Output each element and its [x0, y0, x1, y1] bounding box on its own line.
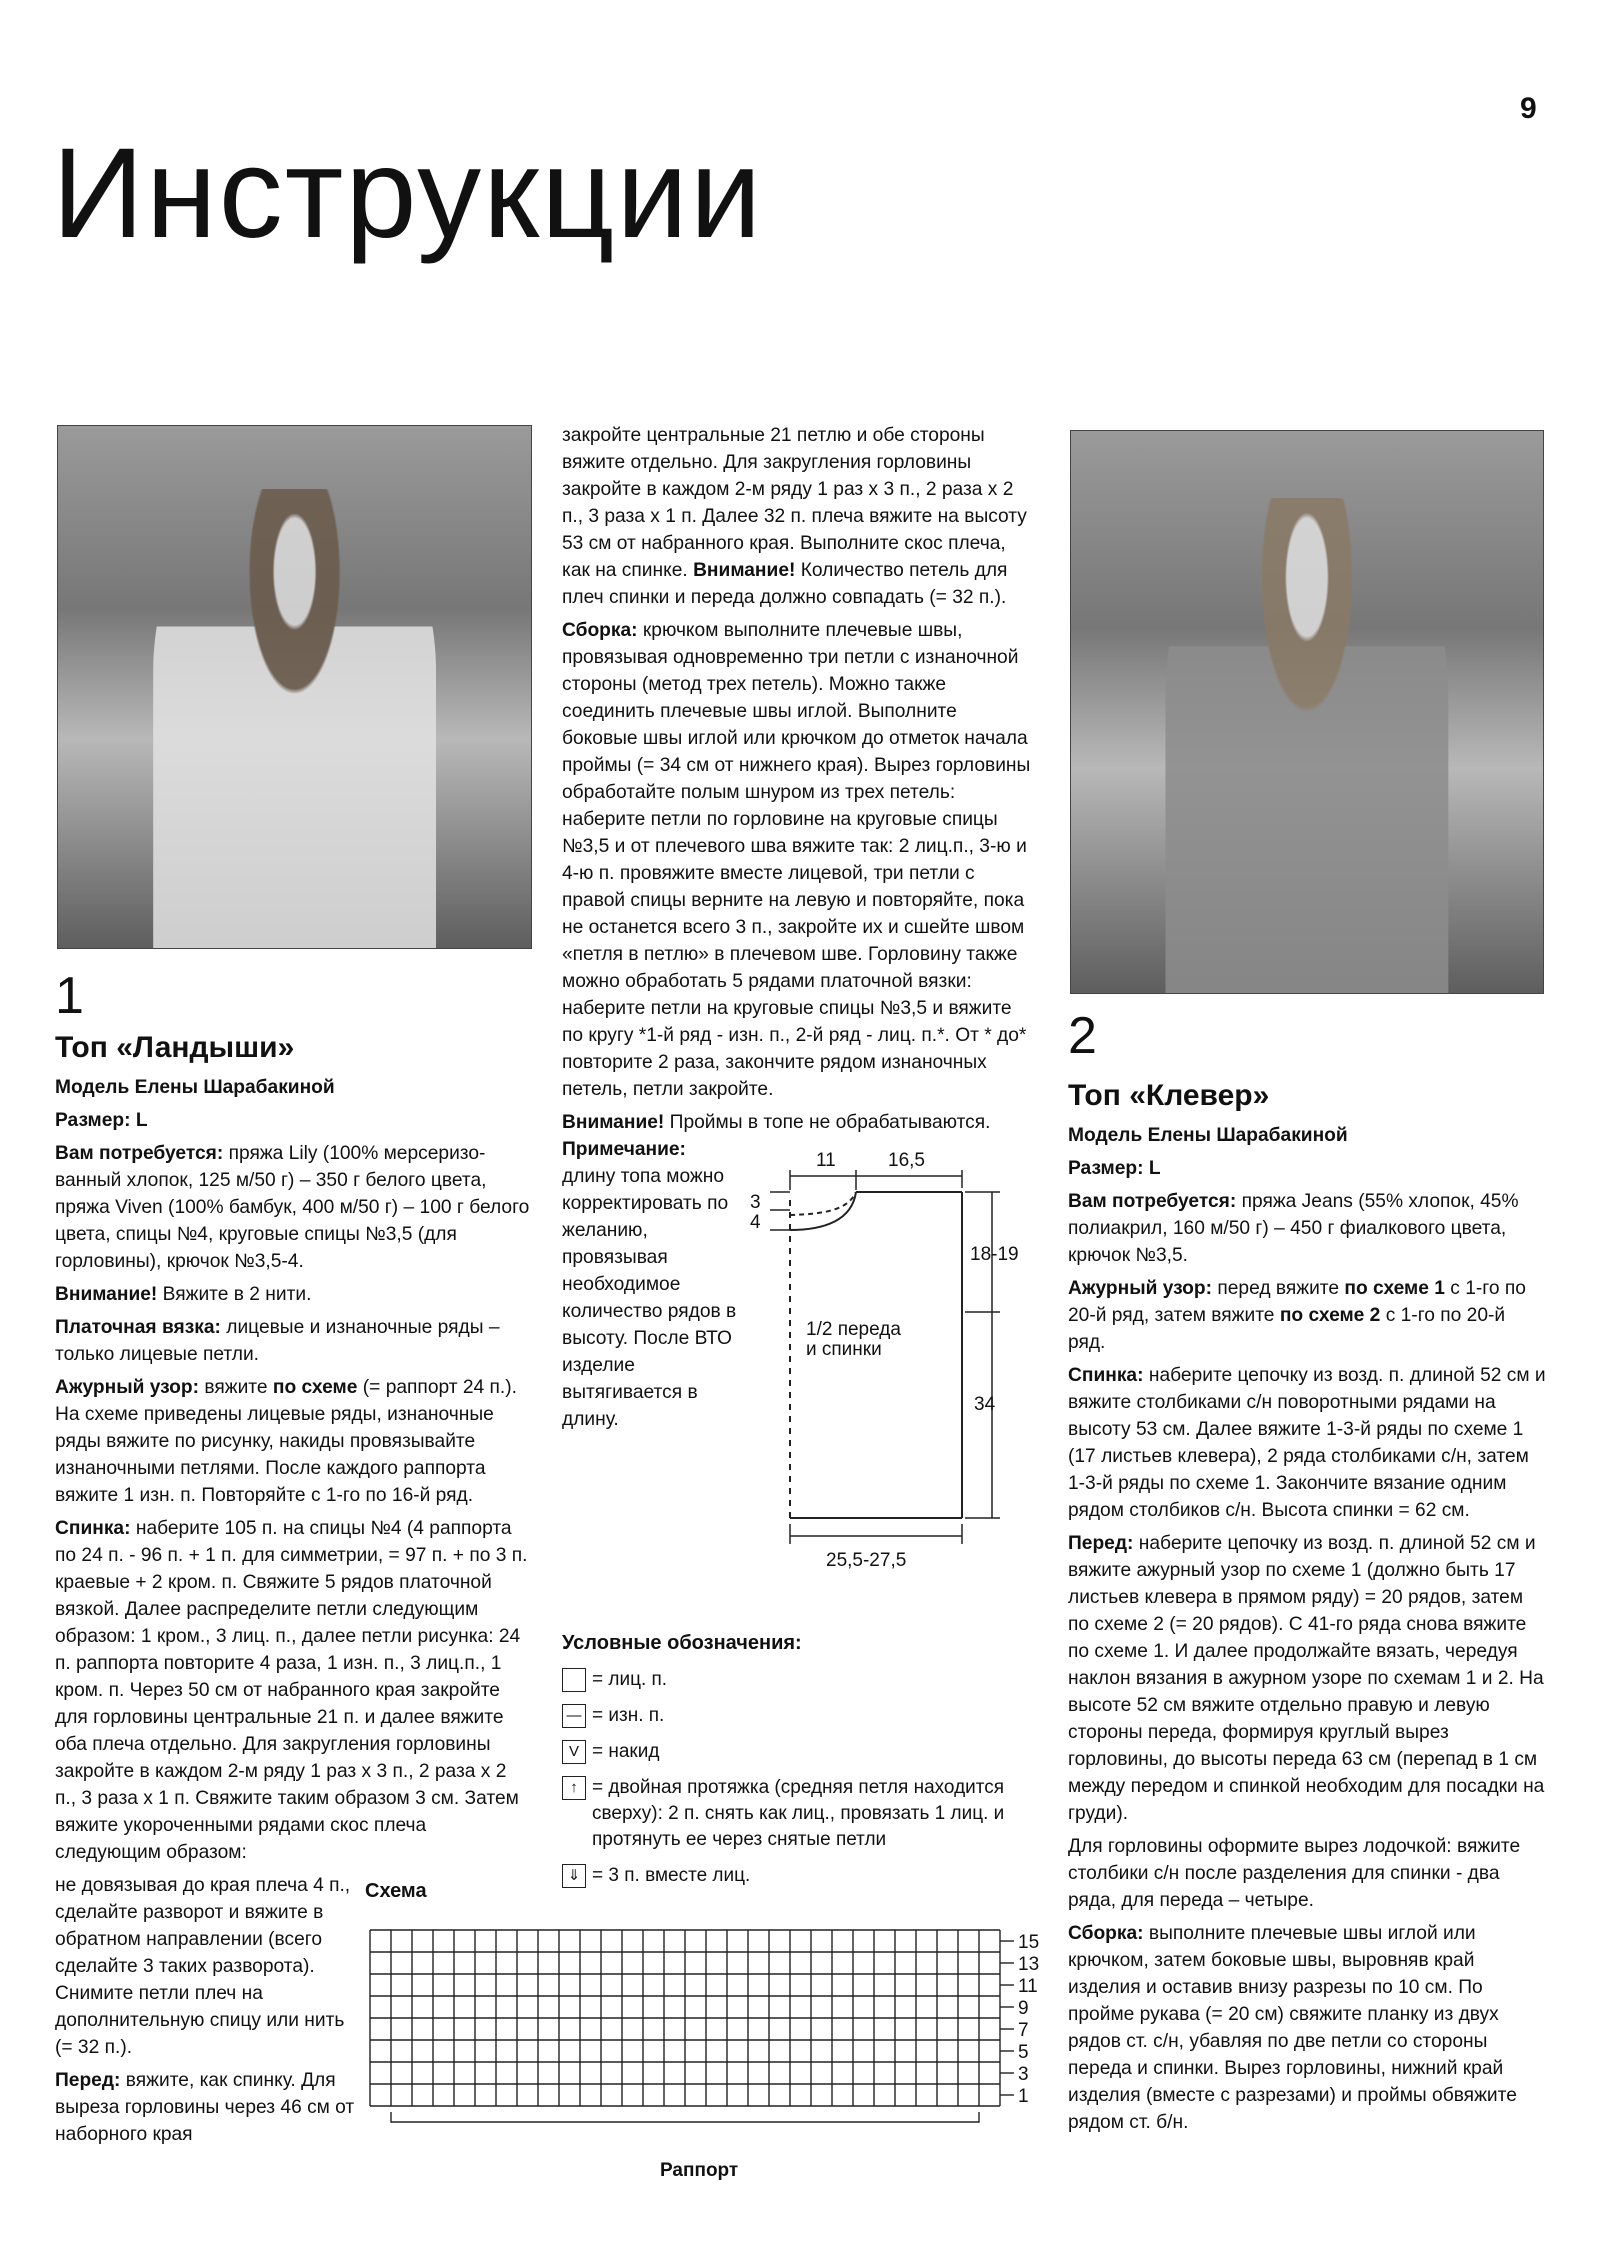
yarnover-symbol-icon: V — [562, 1740, 586, 1764]
k3tog-symbol-icon: ⇓ — [562, 1864, 586, 1888]
dim-side: 34 — [974, 1394, 996, 1415]
chart-row-label: 13 — [1018, 1954, 1040, 1975]
model2-photo — [1070, 430, 1544, 994]
pattern-diagram — [730, 1140, 1060, 1590]
model1-materials: пряжа Lily (100% мерсеризованный хлопок, 125 м/50 г) – 350 г белого цвета, пряжа Viven (100% бамбук, 400 м/50 г) – 100 г белого цвета, спицы №4, круговые спицы №3,5 (для горловины), крючок №3,5-4. — [55, 1143, 530, 1272]
chart-row-label: 3 — [1018, 2064, 1029, 2085]
chart-row-label: 1 — [1018, 2086, 1029, 2107]
purl-symbol-icon: — — [562, 1704, 586, 1728]
model1-back-narrow: не довязывая до края плеча 4 п., сделайте разворот и вяжите в обратном направлении (всего сделайте 3 таких разворота). Снимите петли плеч на дополнительную спицу или нить (= 32 п.). — [55, 1875, 351, 2058]
model2-column: Топ «Клевер» Модель Елены Шарабакиной Размер: L Вам потребуется: пряжа Jeans (55% хлопок, 45% полиакрил, 160 м/50 г) – 450 г фиалкового цвета, крючок №3,5. Ажурный узор: перед вяжите по схеме 1 с 1-го по 20-й ряд, затем вяжите по схеме 2 с 1-го по 20-й ряд. Спинка: наберите цепочку из возд. п. длиной 52 см и вяжите столбиками с/н поворотными рядами на высоту 53 см. Далее вяжите 1-3-й ряды по схеме 1 (17 листьев клевера), 2 ряда столбиками с/н, затем 1-3-й ряды по схеме 1. Закончите вязание одним рядом столбиков с/н. Высота спинки = 62 см. Перед: наберите цепочку из возд. п. длиной 52 см и вяжите ажурный узор по схеме 1 (должно быть 17 листьев клевера в прямом ряду) = 20 рядов, затем по схеме 2 (= 20 рядов). С 41-го ряда снова вяжите по схеме 1. И далее продолжайте вязать, чередуя наклон вязания в ажурном узоре по схемам 1 и 2. На высоте 52 см вяжите отдельно правую и левую стороны переда, формируя круглый вырез горловины, до высоты переда 63 см (перепад в 1 см между передом и спинкой необходим для посадки на груди). Для горловины оформите вырез лодочкой: вяжите столбики с/н после разделения для спинки - два ряда, для переда – четыре. Сборка: выполните плечевые швы иглой или крючком, затем боковые швы, выровняв край изделия и оставив внизу разрезы по 10 см. По пройме рукава (= 20 см) свяжите планку из двух рядов ст. с/н, убавляя по две петли со стороны переда и спинки. Вырез горловины, нижний край изделия (вместе с разрезами) и проймы обвяжите рядом ст. б/н. — [1068, 1079, 1546, 2133]
model1-author: Модель Елены Шарабакиной — [55, 1077, 335, 1098]
chart-title: Схема — [365, 1880, 427, 1902]
model1-number: 1 — [55, 967, 84, 1025]
chart-row-label: 11 — [1018, 1976, 1038, 1997]
chart-row-label: 9 — [1018, 1998, 1029, 2019]
diagram-label: 1/2 переда и спинки — [806, 1319, 901, 1360]
model2-number: 2 — [1068, 1007, 1097, 1065]
dim-bottom: 25,5-27,5 — [826, 1550, 907, 1571]
model2-name: Топ «Клевер» — [1068, 1079, 1270, 1112]
knitting-chart — [360, 1908, 1040, 2148]
legend-item-knit: = лиц. п. — [562, 1667, 1042, 1693]
chart-xlabel: Раппорт — [660, 2160, 739, 2181]
legend-item-k3tog: ⇓ = 3 п. вместе лиц. — [562, 1863, 1042, 1889]
dim-armhole: 18-19 — [970, 1244, 1019, 1265]
knit-symbol-icon — [562, 1668, 586, 1692]
model1-name: Топ «Ландыши» — [55, 1031, 295, 1064]
model1-column: Топ «Ландыши» Модель Елены Шарабакиной Размер: L Вам потребуется: пряжа Lily (100% мерсеризованный хлопок, 125 м/50 г) – 350 г белого цвета, пряжа Viven (100% бамбук, 400 м/50 г) – 100 г белого цвета, спицы №4, круговые спицы №3,5 (для горловины), крючок №3,5-4. Внимание! Вяжите в 2 нити. Платочная вязка: лицевые и изнаночные ряды – только лицевые петли. Ажурный узор: вяжите по схеме (= раппорт 24 п.). На схеме приведены лицевые ряды, изнаночные ряды вяжите по рисунку, накиды провязывайте изнаночными петлями. После каждого раппорта вяжите 1 изн. п. Повторяйте с 1-го по 16-й ряд. Спинка: наберите 105 п. на спицы №4 (4 раппорта по 24 п. - 96 п. + 1 п. для симметрии, = 97 п. + по 3 п. краевые + 2 кром. п. Свяжите 5 рядов платочной вязкой. Далее распределите петли следующим образом: 1 кром., 3 лиц. п., далее петли рисунка: 24 п. раппорта повторите 4 раза, 1 изн. п., 3 лиц.п., 1 кром. п. Через 50 см от набранного края закройте для горловины центральные 21 п. и далее вяжите оба плеча отдельно. Для закругления горловины закройте в каждом 2-м ряду 1 раз х 3 п., 2 раза х 2 п., 3 раза х 1 п. Свяжите таким образом 3 см. Затем вяжите укороченными рядами скос плеча следующим образом: не довязывая до края плеча 4 п., сделайте разворот и вяжите в обратном направлении (всего сделайте 3 таких разворота). Снимите петли плеч на дополнительную спицу или нить (= 32 п.). Перед: вяжите, как спинку. Для выреза горловины через 46 см от наборного края — [55, 1031, 530, 2145]
page-number: 9 — [1520, 92, 1537, 125]
dim-top-left: 11 — [816, 1150, 836, 1171]
model2-author: Модель Елены Шарабакиной — [1068, 1125, 1348, 1146]
model1-column-2: закройте центральные 21 петлю и обе стороны вяжите отдельно. Для закругления горловины закройте в каждом 2-м ряду 1 раз х 3 п., 2 раза х 2 п., 3 раза х 1 п. Далее 32 п. плеча вяжите на высоту 53 см от набранного края. Выполните скос плеча, как на спинке. Внимание! Количество петель для плеч спинки и переда должно совпадать (= 32 п.). Сборка: крючком выполните плечевые швы, провязывая одновременно три петли с изнаночной стороны (метод трех петель). Можно также соединить плечевые швы иглой. Выполните боковые швы иглой или крючком до отметок начала проймы (= 34 см от нижнего края). Вырез горловины обработайте полым шнуром из трех петель: наберите петли по горловине на круговые спицы №3,5 и от плечевого шва вяжите так: 2 лиц.п., 3-ю и 4-ю п. провяжите вместе лицевой, три петли с правой спицы верните на левую и повторяйте, пока не останется всего 3 п., закройте их и сшейте швом «петля в петлю» в плечевом шве. Горловину также можно обработать 5 рядами платочной вязки: наберите петли на круговые спицы №3,5 и вяжите по кругу *1-й ряд - изн. п., 2-й ряд - лиц. п.*. От * до* повторите 2 раза, закончите рядом изнаночных петель, петли закройте. Внимание! Проймы в топе не обрабатываются. — [562, 425, 1031, 1133]
page-title: Инструкции — [52, 122, 764, 265]
legend-item-purl: — = изн. п. — [562, 1703, 1042, 1729]
dim-top-right: 16,5 — [888, 1150, 925, 1171]
legend-item-double-decrease: ↑ = двойная протяжка (средняя петля находится сверху): 2 п. снять как лиц., провязать 1 лиц. и протянуть ее через снятые петли — [562, 1775, 1042, 1853]
chart-row-label: 7 — [1018, 2020, 1029, 2041]
chart-row-label: 5 — [1018, 2042, 1029, 2063]
legend-title: Условные обозначения: — [562, 1632, 802, 1654]
dim-neck2: 4 — [750, 1212, 761, 1233]
model1-photo — [57, 425, 532, 949]
note: Примечание: длину топа можно корректировать по желанию, провязывая необходимое количество рядов в высоту. После ВТО изделие вытягивается в длину. — [562, 1139, 737, 1430]
chart-row-label: 15 — [1018, 1932, 1040, 1953]
model1-assembly: крючком выполните плечевые швы, провязывая одновременно три петли с изнаночной стороны (метод трех петель). Можно также соединить плечевые швы иглой. Выполните боковые швы иглой или крючком до отметок начала проймы (= 34 см от нижнего края). Вырез горловины обработайте полым шнуром из трех петель: наберите петли по горловине на круговые спицы №3,5 и от плечевого шва вяжите так: 2 лиц.п., 3-ю и 4-ю п. провяжите вместе лицевой, три петли с правой спицы верните на левую и повторяйте, пока не останется всего 3 п., закройте их и сшейте швом «петля в петлю» в плечевом шве. Горловину также можно обработать 5 рядами платочной вязки: наберите петли на круговые спицы №3,5 и вяжите по кругу *1-й ряд - изн. п., 2-й ряд - лиц. п.*. От * до* повторите 2 раза, закончите рядом изнаночных петель, петли закройте. — [562, 620, 1031, 1100]
dim-neck1: 3 — [750, 1192, 761, 1213]
model1-back: наберите 105 п. на спицы №4 (4 раппорта по 24 п. - 96 п. + 1 п. для симметрии, = 97 п. + по 3 п. краевые + 2 кром. п. Свяжите 5 рядов платочной вязкой. Далее распределите петли следующим образом: 1 кром., 3 лиц. п., далее петли рисунка: 24 п. раппорта повторите 4 раза, 1 изн. п., 3 лиц.п., 1 кром. п. Через 50 см от набранного края закройте для горловины центральные 21 п. и далее вяжите оба плеча отдельно. Для закругления горловины закройте в каждом 2-м ряду 1 раз х 3 п., 2 раза х 2 п., 3 раза х 1 п. Свяжите таким образом 3 см. Затем вяжите укороченными рядами скос плеча следующим образом: — [55, 1518, 528, 1863]
legend — [562, 1632, 1042, 1899]
double-decrease-symbol-icon: ↑ — [562, 1776, 586, 1800]
legend-item-yarnover: V = накид — [562, 1739, 1042, 1765]
